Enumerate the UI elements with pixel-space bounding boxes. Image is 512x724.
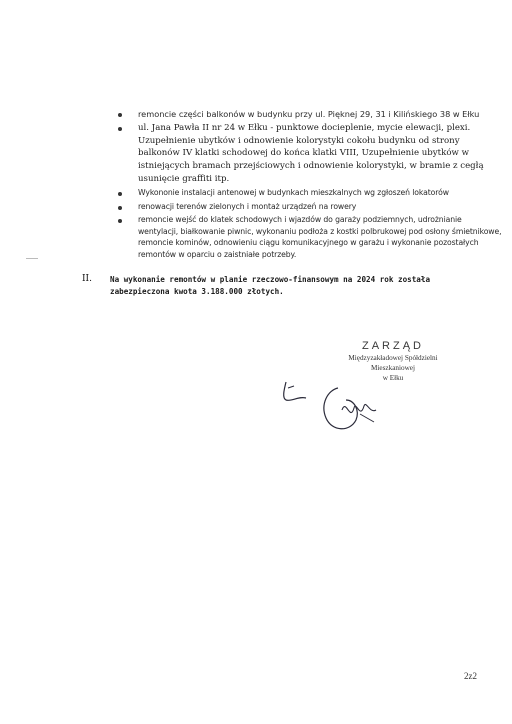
section-text: Na wykonanie remontów w planie rzeczowo-finansowym na 2024 rok została zabezpieczona kwota 3.188.000 złotych. [110, 275, 431, 296]
bullet-icon [118, 192, 122, 196]
list-item [118, 122, 502, 185]
stamp-line: Międzyzakładowej Spółdzielni [348, 354, 438, 362]
stamp-line: Mieszkaniowej [371, 364, 415, 372]
bullet-icon [118, 127, 122, 131]
handwritten-signature [276, 370, 396, 440]
stamp-title: ZARZĄD [362, 340, 424, 352]
list-item [118, 214, 502, 260]
list-item [118, 201, 502, 213]
bullet-icon [118, 113, 122, 117]
margin-mark [26, 258, 38, 259]
stamp-line: w Ełku [382, 374, 404, 382]
list-item-text: renowacji terenów zielonych i montaż urządzeń na rowery [138, 201, 357, 211]
bullet-icon [118, 219, 122, 223]
list-item [118, 187, 502, 199]
list-item-text: ul. Jana Pawła II nr 24 w Ełku - punktowe docieplenie, mycie elewacji, plexi. Uzupełnienie ubytków i odnowienie kolorystyki cokołu budynku od strony balkonów IV klatki schodowej do końca klatki VIII, Uzupełnienie ubytków w istniejących bramach przejściowych i odnowienie kolorystyki, w bramie z cegłą usunięcie graffiti itp. [138, 123, 484, 184]
list-item-text: remoncie wejść do klatek schodowych i wjazdów do garaży podziemnych, udrożnianie wentylacji, białkowanie piwnic, wykonaniu podłoża z kostki polbrukowej pod osłony śmietnikowe, remoncie kominów, odnowieniu ciągu komunikacyjnego w garażu i wykonanie pozostałych remontów w oparciu o zaistniałe potrzeby. [138, 215, 502, 259]
page-number: 2z2 [464, 671, 477, 681]
bullet-icon [118, 206, 122, 210]
list-item-text: Wykononie instalacji antenowej w budynkach mieszkalnych wg zgłoszeń lokatorów [138, 188, 449, 198]
list-item-text: remoncie części balkonów w budynku przy ul. Pięknej 29, 31 i Kilińskiego 38 w Ełku [138, 109, 480, 119]
section-number: II. [82, 274, 92, 284]
list-item [118, 108, 502, 120]
bullet-list [118, 108, 502, 262]
